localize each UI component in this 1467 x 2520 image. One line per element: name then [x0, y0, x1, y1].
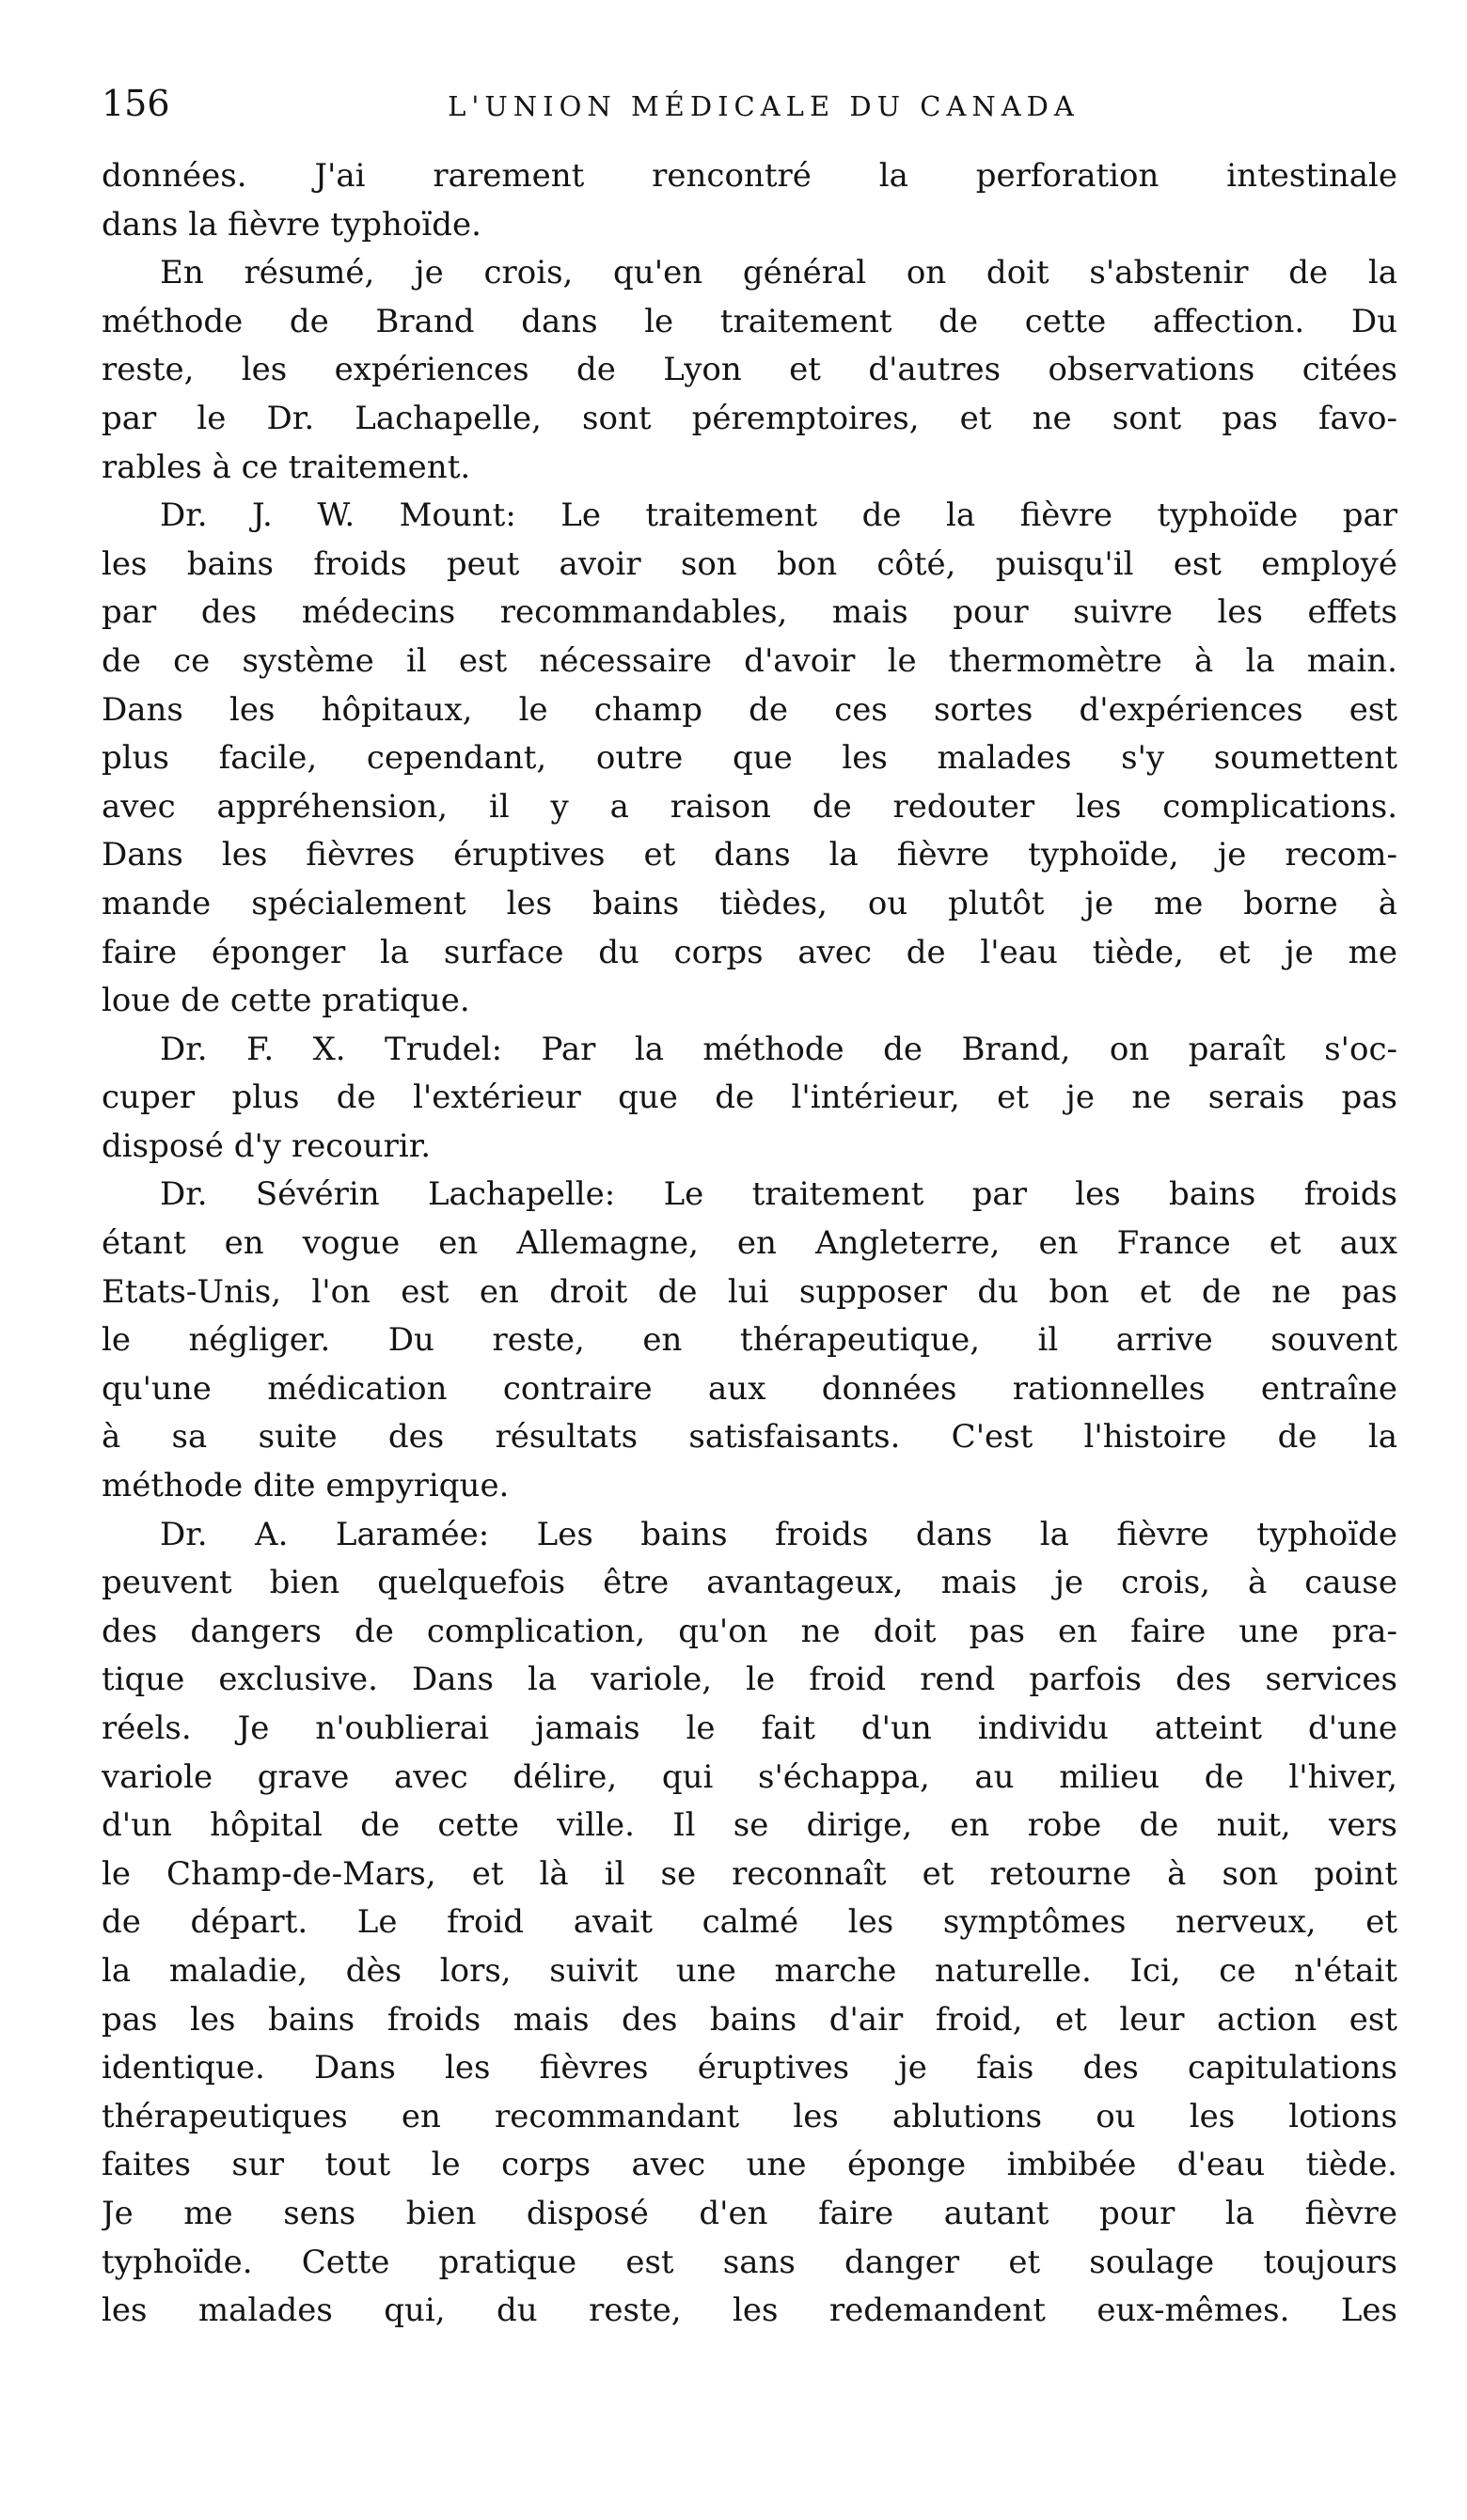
text-line: étant en vogue en Allemagne, en Angleterre, en France et aux [102, 1224, 1397, 1263]
text-line: loue de cette pratique. [102, 982, 470, 1020]
text-line: faire éponger la surface du corps avec de l'eau tiède, et je me [102, 933, 1397, 971]
text-line: Etats-Unis, l'on est en droit de lui supposer du bon et de ne pas [102, 1272, 1397, 1311]
text-line: cuper plus de l'extérieur que de l'intérieur, et je ne serais pas [102, 1079, 1397, 1117]
text-line: Je me sens bien disposé d'en faire autant pour la fièvre [102, 2194, 1397, 2232]
text-line: d'un hôpital de cette ville. Il se dirige, en robe de nuit, vers [102, 1806, 1397, 1845]
text-line: par le Dr. Lachapelle, sont péremptoires, et ne sont pas favo- [102, 399, 1397, 437]
text-line: tique exclusive. Dans la variole, le froid rend parfois des services [102, 1661, 1397, 1699]
text-line: Dans les hôpitaux, le champ de ces sortes d'expériences est [102, 690, 1397, 729]
text-line: à sa suite des résultats satisfaisants. C'est l'histoire de la [102, 1418, 1397, 1457]
running-head [102, 83, 1397, 139]
text-line: typhoïde. Cette pratique est sans danger et soulage toujours [102, 2243, 1397, 2281]
text-line: rables à ce traitement. [102, 448, 471, 486]
text-line: pas les bains froids mais des bains d'air froid, et leur action est [102, 2000, 1397, 2039]
journal-title: L'UNION MÉDICALE DU CANADA [448, 90, 1080, 122]
text-line: identique. Dans les fièvres éruptives je fais des capitulations [102, 2049, 1397, 2087]
document-page [102, 83, 1397, 2336]
text-line: plus facile, cependant, outre que les malades s'y soumettent [102, 739, 1397, 778]
text-line: Dr. A. Laramée: Les bains froids dans la fièvre typhoïde [160, 1515, 1397, 1553]
text-line: dans la fièvre typhoïde. [102, 205, 481, 244]
body-text [102, 152, 1397, 2336]
text-line: de départ. Le froid avait calmé les symptômes nerveux, et [102, 1903, 1397, 1942]
text-line: le négliger. Du reste, en thérapeutique, il arrive souvent [102, 1321, 1397, 1360]
text-line: Dr. Sévérin Lachapelle: Le traitement par les bains froids [160, 1175, 1397, 1214]
text-line: En résumé, je crois, qu'en général on doit s'abstenir de la [160, 254, 1397, 292]
text-line: Dr. J. W. Mount: Le traitement de la fièvre typhoïde par [160, 496, 1397, 535]
text-line: avec appréhension, il y a raison de redouter les complications. [102, 787, 1397, 826]
text-line: réels. Je n'oublierai jamais le fait d'un individu atteint d'une [102, 1709, 1397, 1747]
text-line: thérapeutiques en recommandant les ablutions ou les lotions [102, 2097, 1397, 2135]
text-line: disposé d'y recourir. [102, 1126, 432, 1165]
text-line: la maladie, dès lors, suivit une marche naturelle. Ici, ce n'était [102, 1951, 1397, 1990]
text-line: données. J'ai rarement rencontré la perforation intestinale [102, 157, 1397, 195]
text-line: méthode dite empyrique. [102, 1467, 510, 1505]
text-line: variole grave avec délire, qui s'échappa, au milieu de l'hiver, [102, 1757, 1397, 1796]
text-line: les bains froids peut avoir son bon côté, puisqu'il est employé [102, 544, 1397, 583]
text-line: par des médecins recommandables, mais pour suivre les effets [102, 593, 1397, 632]
text-line: Dr. F. X. Trudel: Par la méthode de Brand, on paraît s'oc- [160, 1030, 1397, 1068]
text-line: peuvent bien quelquefois être avantageux, mais je crois, à cause [102, 1564, 1397, 1602]
text-line: méthode de Brand dans le traitement de cette affection. Du [102, 302, 1397, 340]
text-line: reste, les expériences de Lyon et d'autres observations citées [102, 351, 1397, 389]
text-line: de ce système il est nécessaire d'avoir le thermomètre à la main. [102, 641, 1397, 680]
page-number: 156 [102, 83, 170, 124]
text-line: des dangers de complication, qu'on ne doit pas en faire une pra- [102, 1612, 1397, 1650]
text-line: le Champ-de-Mars, et là il se reconnaît et retourne à son point [102, 1854, 1397, 1893]
text-line: qu'une médication contraire aux données rationnelles entraîne [102, 1369, 1397, 1408]
text-line: mande spécialement les bains tièdes, ou plutôt je me borne à [102, 884, 1397, 922]
text-line: les malades qui, du reste, les redemandent eux-mêmes. Les [102, 2292, 1397, 2330]
text-line: faites sur tout le corps avec une éponge imbibée d'eau tiède. [102, 2146, 1397, 2184]
text-line: Dans les fièvres éruptives et dans la fièvre typhoïde, je recom- [102, 836, 1397, 874]
